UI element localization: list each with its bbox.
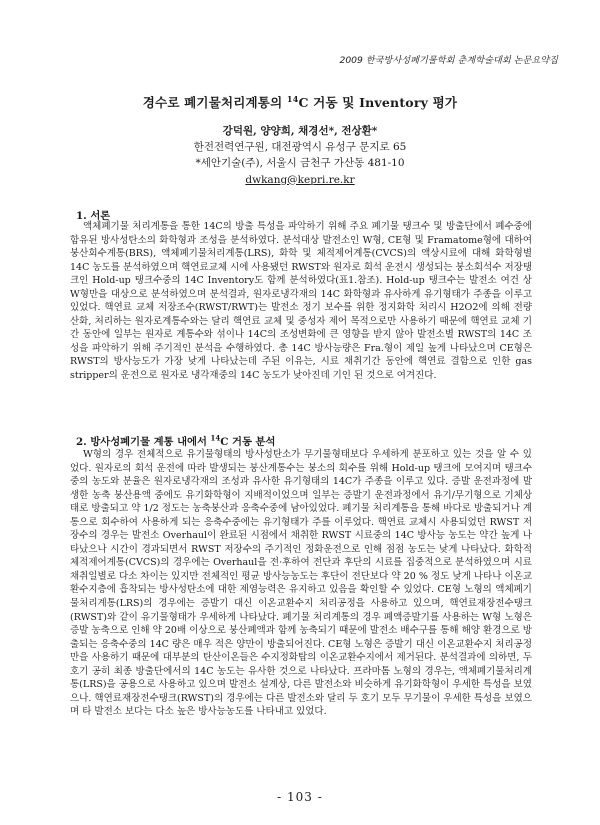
page-number: - 103 - [277,790,323,804]
paper-title [0,93,600,111]
running-header: 2009 한국방사성폐기물학회 춘계학술대회 논문요약집 [339,55,558,66]
section-1-heading-pre: 1. 서론 [76,210,111,222]
affiliation-1: 한전전력연구원, 대전광역시 유성구 문지로 65 [193,141,407,154]
title-superscript: 14 [286,93,299,104]
section-2-heading [76,433,275,448]
section-2-heading-post: C 거동 분석 [220,436,276,448]
section-2-heading-pre: 2. 방사성폐기물 계통 내에서 [76,436,211,448]
section-2-heading-sup: 14 [210,433,221,443]
section-2-body [70,448,532,719]
section-1-paragraph: 액체폐기물 처리계통을 통한 14C의 방출 특성을 파악하기 위해 주요 폐기물 탱크수 및 방출단에서 폐수중에 함유된 방사성탄소의 화학형과 조성을 분석하였다. 분석대상 발전소인 W형, CE형 및 Framatome형에 대하여 붕산회수계통(BRS), 액체폐기물처리계통(LRS), 화학 및 체적제어계통(CVCS)의 액상시료에 대해 화학형별 14C 농도를 분석하였으며 핵연료교체 시에 사용됐던 RWST와 원자로 회석 운전시 생성되는 붕소회석수 저장탱크인 Hold-up 탱크수중의 14C Inventory도 함께 분석하였다(표1.참조). Hold-up 탱크수는 발전소 여건 상 W형만을 대상으로 분석하였으며 분석결과, 원자로냉각재의 14C 화학형과 유사하게 유기형태가 주종을 이루고 있었다. 핵연료 교체 저장조수(RWST/RWT)는 발전소 정기 보수를 위한 정지화학 처리시 H2O2에 의해 전량 산화, 처리하는 원자로계통수와는 달리 핵연료 교체 및 중성자 제어 목적으로만 사용하기 때문에 핵연료 교체 기간 동안에 일부는 원자로 계통수와 섞이나 14C의 조성변화에 큰 영향을 받지 않아 발전소별 RWST의 14C 조성을 파악하기 위해 주기적인 분석을 수행하였다. 총 14C 방사능량은 Fra.형이 제일 높게 나타났으며 CE형은 RWST의 방사능도가 가장 낮게 나타났는데 주된 이유는, 시료 채취기간 동안에 핵연료 결함으로 인한 gas stripper의 운전으로 원자로 냉각재중의 14C 농도가 낮아진데 기인 된 것으로 여겨진다. [70,221,532,382]
section-1-body [70,220,532,383]
title-text-pre: 경수로 폐기물처리계통의 [142,95,287,110]
author-names: 강덕원, 양양희, 채경선*, 전상환* [222,125,378,137]
section-2-paragraph: W형의 경우 전체적으로 유기물형태의 방사성탄소가 무기물형태보다 우세하게 분포하고 있는 것을 알 수 있었다. 원자로의 회석 운전에 따라 발생되는 붕산계통수는 붕소의 회수를 위해 Hold-up 탱크에 모여지며 탱크수중의 농도와 분율은 원자로냉각재의 조성과 유사한 유기형태의 14C가 주종을 이루고 있다. 증발 운전과정에 발생한 농축 붕산용액 중에도 유기화학형이 지배적이었으며 일부는 증발기 운전과정에서 유기/무기형으로 기체상태로 방출되고 약 1/2 정도는 농축붕산과 응축수중에 남아있었다. 폐기물 처리계통을 통해 바다로 방출되거나 계통으로 회수하여 사용하게 되는 응축수중에는 유기형태가 주를 이루었다. 핵연료 교체시 사용되었던 RWST 저장수의 경우는 발전소 Overhaul이 완료된 시점에서 채취한 RWST 시료중의 14C 방사능 농도는 약간 높게 나타났으나 시간이 경과되면서 RWST 저장수의 주기적인 정화운전으로 인해 점점 농도는 낮게 나타났다. 화학적체적제어계통(CVCS)의 경우에는 Overhaul을 전·후하여 전단과 후단의 시료를 집중적으로 분석하였으며 시료 채취일별로 다소 차이는 있지만 전체적인 평균 방사능농도는 후단이 전단보다 약 20 % 정도 낮게 나타나 이온교환수지층에 흡착되는 방사성탄소에 대한 제염능력은 유지하고 있음을 확인할 수 있었다. CE형 노형의 액체폐기물처리계통(LRS)의 경우에는 증발기 대신 이온교환수지 처리공정을 사용하고 있으며, 핵연료재장전수탱크(RWST)와 같이 유기물형태가 우세하게 나타났다. 폐기물 처리계통의 경우 폐액증발기를 사용하는 W형 노형은 증발 농축으로 인해 약 20배 이상으로 붕산폐액과 함께 농축되기 때문에 발전소 배수구를 통해 해양 환경으로 방출되는 응축수중의 14C 량은 매우 적은 양만이 방출되어진다. CE형 노형은 증발기 대신 이온교환수지 처리공정만을 사용하기 때문에 대부분의 탄산이온들은 수지정화탑의 이온교환수지에서 제거된다. 분석결과에 의하면, 두 호기 공히 최종 방출단에서의 14C 농도는 유사한 것으로 나타났다. 프라마톰 노형의 경우는, 액체폐기물처리계통(LRS)을 공용으로 사용하고 있으며 발전소 설계상, 다른 발전소와 비슷하게 유기화학형이 우세한 특성을 보였으나. 핵연료재장전수탱크(RWST)의 경우에는 다른 발전소와 달리 두 호기 모두 무기물이 우세한 특성을 보였으며 타 발전소 보다는 다소 높은 방사능농도를 나타내고 있었다. [70,449,532,718]
author-block [0,123,600,188]
title-text-post: C 거동 및 Inventory 평가 [298,95,458,110]
affiliation-2: *세안기술(주), 서울시 금천구 가산동 481-10 [195,157,405,170]
author-email: dwkang@kepri.re.kr [245,173,355,186]
